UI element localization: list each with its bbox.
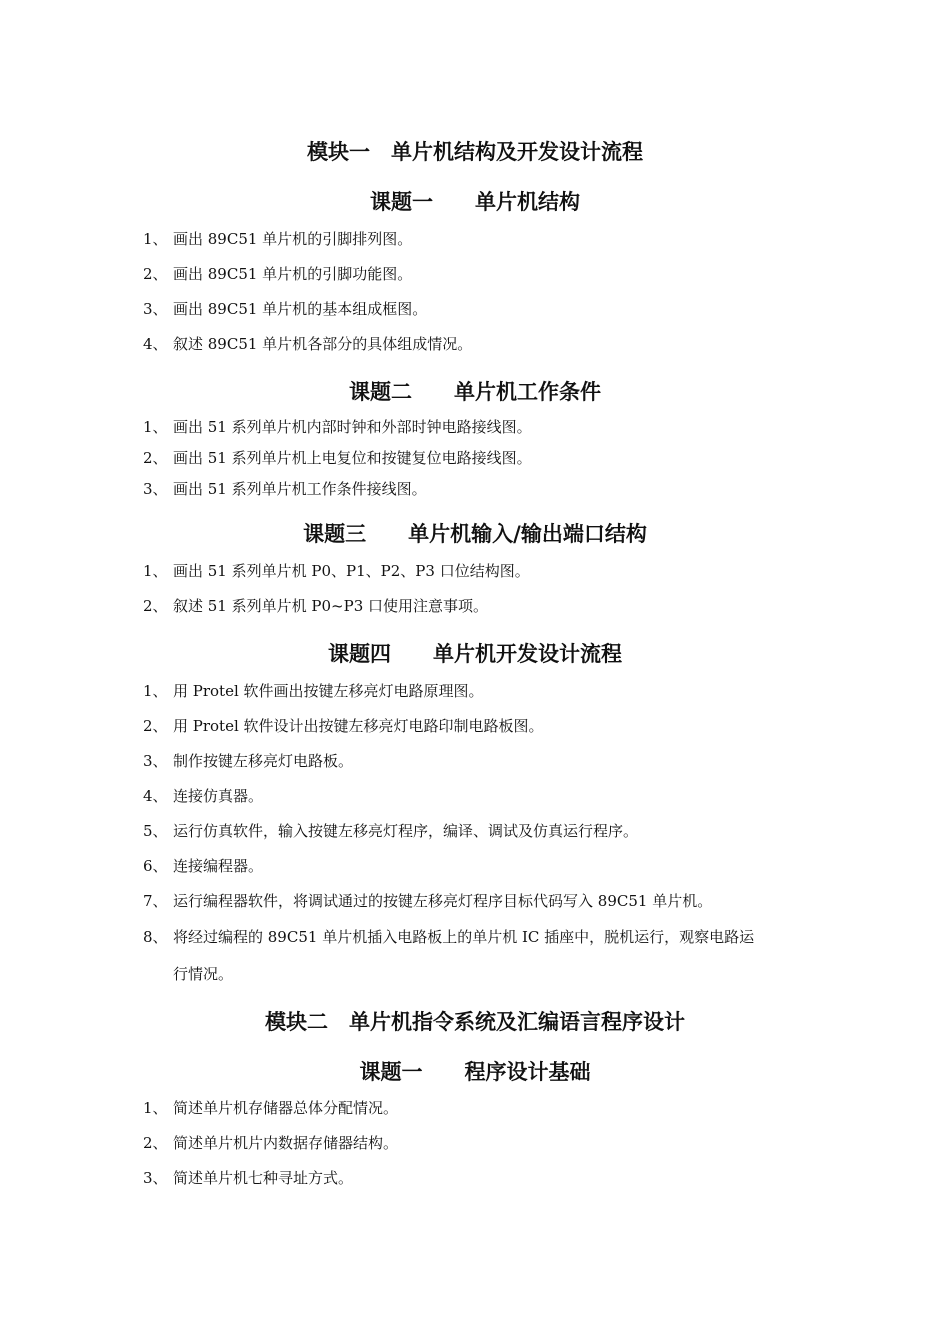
item-text: 画出 89C51 单片机的引脚排列图。 (173, 230, 413, 248)
item-text: 画出 89C51 单片机的基本组成框图。 (173, 300, 428, 318)
list-item (143, 228, 412, 249)
item-text: 简述单片机片内数据存储器结构。 (173, 1134, 399, 1152)
list-item (143, 595, 488, 616)
list-item (143, 1167, 353, 1188)
item-text: 简述单片机存储器总体分配情况。 (173, 1099, 399, 1117)
list-item (143, 447, 532, 468)
item-text: 用 Protel 软件画出按键左移亮灯电路原理图。 (173, 682, 484, 700)
list-item (143, 820, 638, 841)
list-item (143, 890, 712, 911)
list-item (143, 333, 472, 354)
item-number: 6、 (143, 857, 168, 875)
list-item (143, 1132, 398, 1153)
item-text: 画出 51 系列单片机上电复位和按键复位电路接线图。 (173, 449, 532, 467)
item-text: 用 Protel 软件设计出按键左移亮灯电路印制电路板图。 (173, 717, 544, 735)
item-text: 运行仿真软件，输入按键左移亮灯程序，编译、调试及仿真运行程序。 (173, 822, 639, 840)
item-number: 1、 (143, 230, 168, 248)
list-item (143, 478, 427, 499)
item-text: 运行编程器软件，将调试通过的按键左移亮灯程序目标代码写入 89C51 单片机。 (173, 892, 713, 910)
item-number: 1、 (143, 682, 168, 700)
item-number: 4、 (143, 787, 168, 805)
list-item (143, 263, 412, 284)
topic-1-title: 课题一 单片机结构 (370, 189, 580, 214)
item-text: 叙述 51 系列单片机 P0~P3 口使用注意事项。 (173, 597, 489, 615)
list-item (143, 926, 754, 947)
list-item (143, 715, 544, 736)
item-number: 5、 (143, 822, 168, 840)
item-text: 画出 51 系列单片机内部时钟和外部时钟电路接线图。 (173, 418, 532, 436)
item-text: 画出 89C51 单片机的引脚功能图。 (173, 265, 413, 283)
item-number: 3、 (143, 480, 168, 498)
item-text: 叙述 89C51 单片机各部分的具体组成情况。 (173, 335, 473, 353)
item-text: 制作按键左移亮灯电路板。 (173, 752, 354, 770)
topic-2-title: 课题二 单片机工作条件 (349, 379, 601, 404)
item-number: 2、 (143, 449, 168, 467)
module-1-title: 模块一 单片机结构及开发设计流程 (307, 139, 643, 164)
item-number: 2、 (143, 597, 168, 615)
topic-1-title: 课题一 程序设计基础 (359, 1059, 591, 1084)
list-item (143, 855, 263, 876)
module-2-title: 模块二 单片机指令系统及汇编语言程序设计 (265, 1009, 685, 1034)
item-number: 1、 (143, 418, 168, 436)
item-number: 3、 (143, 752, 168, 770)
item-text: 连接仿真器。 (173, 787, 264, 805)
item-text: 将经过编程的 89C51 单片机插入电路板上的单片机 IC 插座中，脱机运行，观察电路运 (173, 928, 755, 946)
item-text: 画出 51 系列单片机 P0、P1、P2、P3 口位结构图。 (173, 562, 530, 580)
item-number: 3、 (143, 1169, 168, 1187)
item-number: 2、 (143, 717, 168, 735)
item-text: 简述单片机七种寻址方式。 (173, 1169, 354, 1187)
item-number: 2、 (143, 1134, 168, 1152)
list-item (143, 560, 530, 581)
item-number: 2、 (143, 265, 168, 283)
item-number: 8、 (143, 928, 168, 946)
item-number: 1、 (143, 562, 168, 580)
item-text: 画出 51 系列单片机工作条件接线图。 (173, 480, 427, 498)
item-number: 1、 (143, 1099, 168, 1117)
list-item (143, 298, 427, 319)
list-item (143, 680, 484, 701)
list-item (143, 785, 263, 806)
item-text-continuation: 行情况。 (173, 965, 234, 983)
list-item (143, 416, 532, 437)
topic-3-title: 课题三 单片机输入/输出端口结构 (303, 521, 647, 546)
item-number: 4、 (143, 335, 168, 353)
list-item (143, 750, 353, 771)
list-item (143, 1097, 398, 1118)
topic-4-title: 课题四 单片机开发设计流程 (328, 641, 622, 666)
item-number: 3、 (143, 300, 168, 318)
item-text: 连接编程器。 (173, 857, 264, 875)
item-number: 7、 (143, 892, 168, 910)
